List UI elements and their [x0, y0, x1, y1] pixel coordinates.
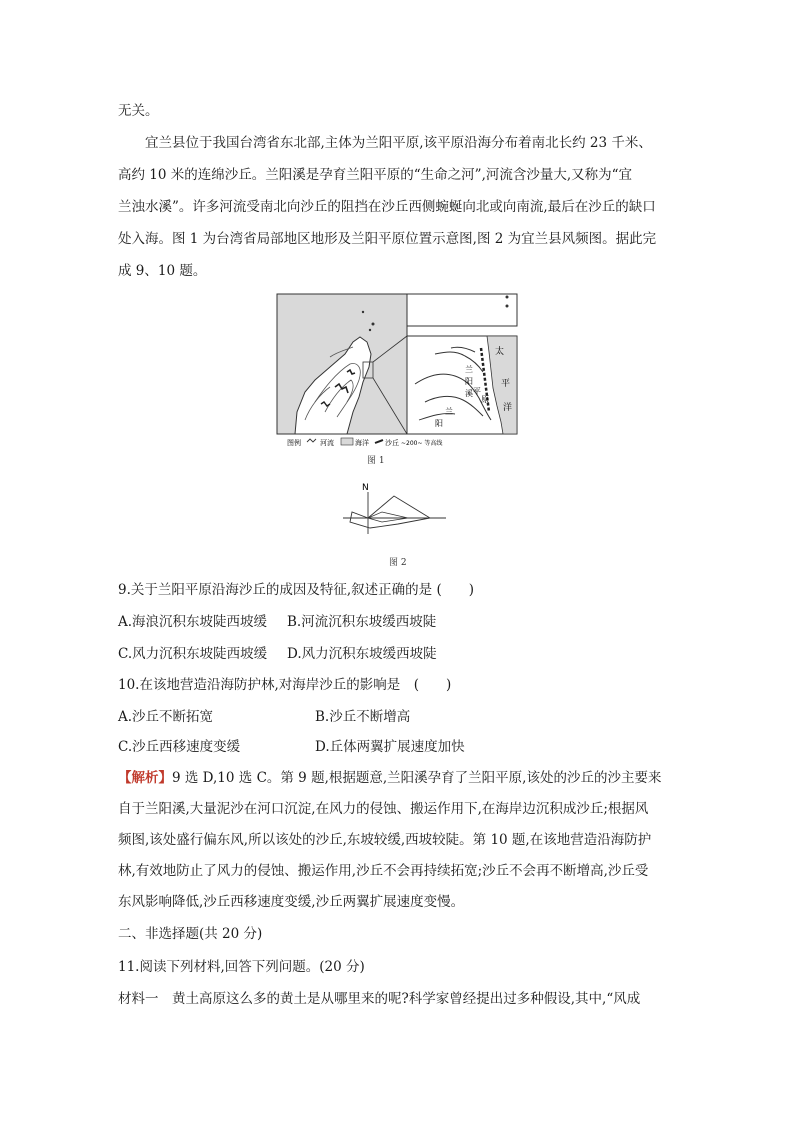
legend-prefix: 图例 [287, 439, 301, 447]
island-dot [506, 296, 509, 299]
analysis-line-4: 林,有效地防止了风力的侵蚀、搬运作用,沙丘不会再持续拓宽;沙丘不会再不断增高,沙丘受 [118, 863, 649, 879]
inset-label: 洋 [503, 403, 513, 413]
island-dot [362, 311, 364, 313]
figure1-map [275, 292, 520, 448]
q11-stem: 11.阅读下列材料,回答下列问题。(20 分) [118, 959, 365, 975]
intro-line-4: 处入海。图 1 为台湾省局部地区地形及兰阳平原位置示意图,图 2 为宜兰县风频图。据此完 [118, 231, 657, 247]
legend-dune: 沙丘 [385, 439, 399, 447]
q10-option-b: B.沙丘不断增高 [315, 709, 411, 725]
legend-sea-icon [341, 438, 353, 445]
intro-line-2: 高约 10 米的连绵沙丘。兰阳溪是孕育兰阳平原的“生命之河”,河流含沙量大,又称为“宜 [118, 167, 633, 183]
intro-line-5: 成 9、10 题。 [118, 263, 207, 279]
inset-label: 平 [501, 379, 511, 389]
q10-stem: 10.在该地营造沿海防护林,对海岸沙丘的影响是 ( ) [118, 677, 452, 693]
inset-label: 太 [495, 347, 505, 357]
text-line: 无关。 [118, 103, 159, 119]
q9-option-d: D.风力沉积东坡缓西坡陡 [287, 646, 437, 662]
figure2-caption: 图 2 [389, 558, 407, 568]
legend-dune-icon [375, 440, 383, 443]
analysis-line-5: 东风影响降低,沙丘西移速度变缓,沙丘两翼扩展速度变慢。 [118, 894, 465, 910]
analysis-tag: 【解析】 [118, 770, 172, 786]
island-dot [506, 305, 509, 308]
legend-sea: 海洋 [355, 439, 369, 447]
wind-frequency-polygon [350, 496, 430, 528]
analysis-line-3: 频图,该处盛行偏东风,所以该处的沙丘,东坡较缓,西坡较陡。第 10 题,在该地营造沿海防护 [118, 832, 652, 848]
inset-label: 兰 [445, 407, 453, 416]
inset-label: 兰 [465, 365, 473, 374]
q9-option-a: A.海浪沉积东坡陡西坡缓 [118, 614, 268, 630]
island-dot [369, 329, 371, 331]
q9-stem: 9.关于兰阳平原沿海沙丘的成因及特征,叙述正确的是 ( ) [118, 582, 474, 598]
intro-line-1: 宜兰县位于我国台湾省东北部,主体为兰阳平原,该平原沿海分布着南北长约 23 千米、 [145, 135, 652, 151]
legend-river-icon [307, 439, 316, 442]
figure2-windrose [338, 478, 448, 538]
inset-label: 阳 [435, 419, 443, 428]
q10-option-c: C.沙丘西移速度变缓 [118, 739, 241, 755]
island-dot [372, 323, 375, 326]
q11-material1: 材料一 黄土高原这么多的黄土是从哪里来的呢?科学家曾经提出过多种假设,其中,“风成 [118, 991, 641, 1007]
figure1-caption: 图 1 [367, 456, 385, 466]
q10-option-d: D.丘体两翼扩展速度加快 [315, 739, 465, 755]
inset-label: 溪 [465, 389, 473, 398]
inset-label: 平 [473, 387, 481, 396]
analysis-line-1 [118, 768, 661, 788]
q9-option-c: C.风力沉积东坡陡西坡缓 [118, 646, 268, 662]
north-label: N [362, 483, 369, 493]
section-heading: 二、非选择题(共 20 分) [118, 926, 263, 942]
q10-option-a: A.沙丘不断拓宽 [118, 709, 214, 725]
analysis-line-2: 自于兰阳溪,大量泥沙在河口沉淀,在风力的侵蚀、搬运作用下,在海岸边沉积成沙丘;根据风 [118, 801, 649, 817]
inset-label: 原 [481, 395, 489, 404]
analysis-text: 9 选 D,10 选 C。第 9 题,根据题意,兰阳溪孕育了兰阳平原,该处的沙丘的沙主要来 [172, 770, 662, 786]
inset-label: 阳 [465, 377, 473, 386]
q9-option-b: B.河流沉积东坡缓西坡陡 [287, 614, 437, 630]
intro-line-3: 兰浊水溪”。许多河流受南北向沙丘的阻挡在沙丘西侧蜿蜒向北或向南流,最后在沙丘的缺口 [118, 199, 656, 215]
legend-contour: ~200~ 等高线 [401, 440, 443, 447]
legend-river: 河流 [320, 439, 334, 447]
